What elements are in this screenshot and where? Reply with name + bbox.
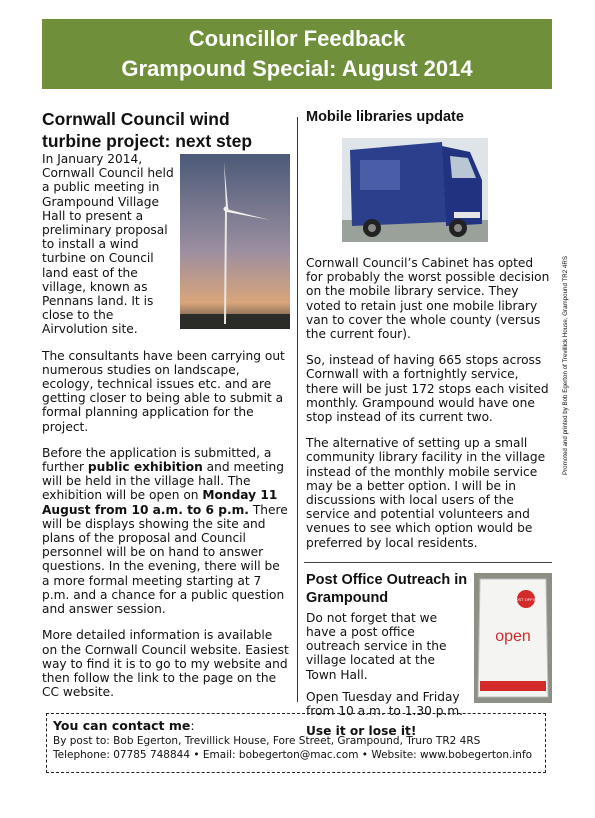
- column-divider: [297, 117, 298, 702]
- banner-title: Councillor Feedback: [188, 26, 406, 51]
- exhibition-bold: public exhibition: [87, 460, 203, 475]
- sign-open-text: open: [495, 627, 531, 645]
- contact-colon: :: [190, 718, 195, 733]
- banner-subtitle: Grampound Special: August 2014: [121, 56, 473, 81]
- post-office-para-1: Do not forget that we have a post office outreach service in the village located at the Town Hall.: [306, 610, 447, 682]
- turbine-para-2: The consultants have been carrying out numerous studies on landscape, ecology, technical issues etc. and are getting closer to being able to submit a formal planning application for the project.: [42, 348, 285, 434]
- wind-turbine-photo: [180, 154, 290, 329]
- contact-post: By post to: Bob Egerton, Trevillick House, Fore Street, Grampound, Truro TR2 4RS: [53, 735, 481, 747]
- text-run: There will be displays showing the site and plans of the proposal and Council personnel will be on hand to answer questions. In the evening, there will be a more formal meeting starting at 7 p.m. and a chance for a public question and answer session.: [42, 502, 288, 617]
- post-office-heading: Post Office Outreach in Grampound: [306, 571, 468, 606]
- imprint-text: Promoted and printed by Bob Egerton of Trevillick House, Grampound TR2 4RS: [562, 256, 569, 475]
- wind-turbine-heading: Cornwall Council wind turbine project: next step: [42, 109, 253, 151]
- text-run: Before the application is submitted, a further: [42, 445, 272, 475]
- contact-phone-email-web: Telephone: 07785 748844 • Email: bobegerton@mac.com • Website: www.bobegerton.info: [53, 749, 533, 761]
- post-office-para-2: Open Tuesday and Friday from 10 a.m. to 1.30 p.m.: [306, 689, 464, 719]
- left-column: [42, 108, 290, 711]
- mobile-libraries-heading: Mobile libraries update: [306, 109, 464, 125]
- libraries-para-2: So, instead of having 665 stops across Cornwall with a fortnightly service, there will be just 172 stops each visited monthly. Grampound would have one stop instead of its current two.: [306, 353, 549, 425]
- title-banner: [42, 19, 552, 89]
- turbine-para-4: More detailed information is available on the Cornwall Council website. Easiest way to find it is to go to my website and then follow the link to the page on the CC website.: [42, 628, 289, 700]
- section-divider: [304, 562, 552, 563]
- imprint-sidenote: [562, 225, 570, 475]
- right-column: [306, 108, 552, 750]
- contact-box: [46, 713, 546, 773]
- contact-title-text: You can contact me: [53, 718, 191, 733]
- text-run: and meeting will be held in the village hall. The exhibition will be open on: [42, 460, 284, 503]
- turbine-para-1: In January 2014, Cornwall Council held a public meeting in Grampound Village Hall to present a preliminary proposal to install a wind turbine on Council land east of the village, known as Pennans land. It is close to the Airvolution site.: [42, 152, 174, 337]
- libraries-para-3: The alternative of setting up a small community library facility in the village instead of the monthly mobile service may be a better option. I will be in discussions with local users of the service and potential volunteers and venues to see which option would be preferred by local residents.: [306, 436, 546, 550]
- turbine-para-3: [42, 446, 290, 616]
- sign-post-office-text: POST OFFICE: [512, 596, 540, 602]
- date-bold: Monday 11 August from 10 a.m. to 6 p.m.: [42, 488, 278, 517]
- post-office-open-sign-photo: [474, 573, 552, 703]
- use-it-bold: Use it or lose it!: [306, 724, 417, 739]
- mobile-library-van-photo: [342, 138, 488, 242]
- libraries-para-1: Cornwall Council’s Cabinet has opted for probably the worst possible decision on the mobile library service. They voted to retain just one mobile library van to cover the whole county (versus the current four).: [306, 256, 550, 342]
- contact-title: [53, 718, 539, 734]
